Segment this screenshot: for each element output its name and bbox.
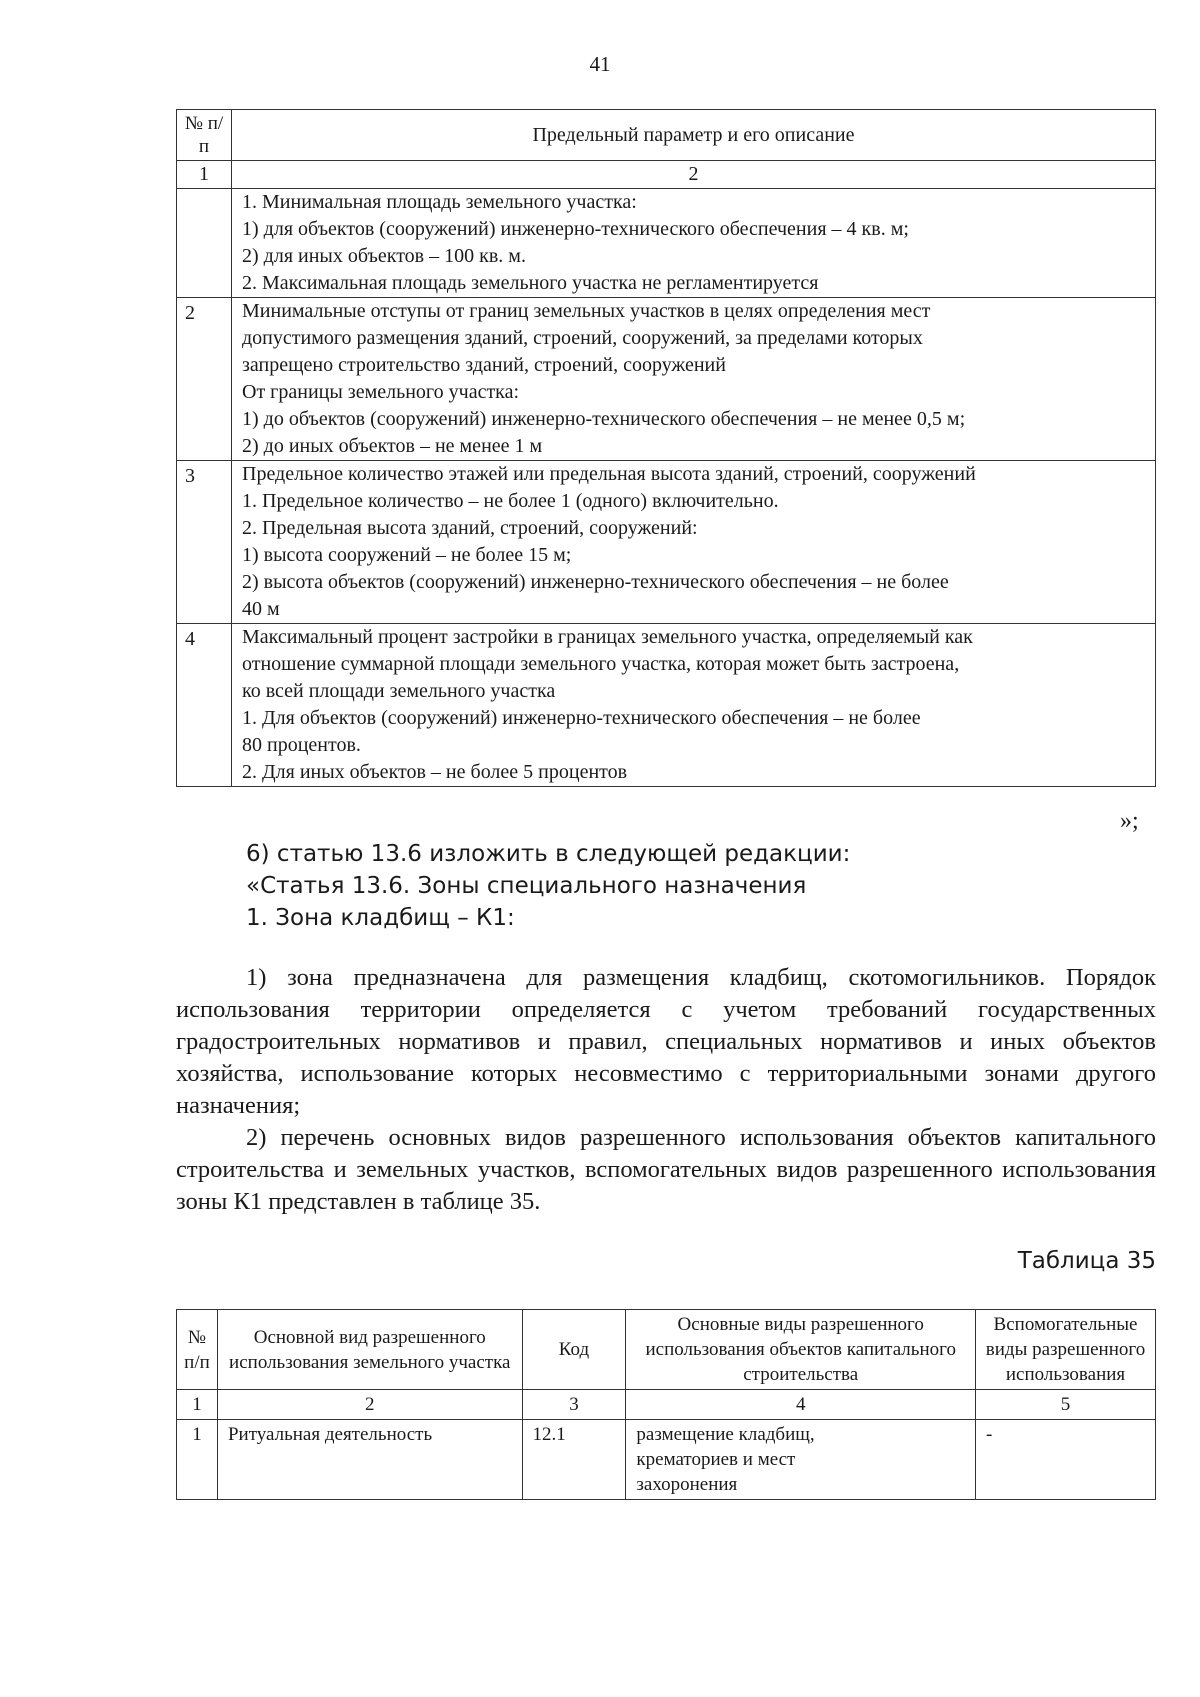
auxiliary-uses-cell: - [976,1420,1156,1500]
description-line: 1) до объектов (сооружений) инженерно-технического обеспечения – не менее 0,5 м; [242,408,966,430]
description-line: отношение суммарной площади земельного участка, которая может быть застроена, [242,653,960,675]
description-line: 2. Для иных объектов – не более 5 процентов [242,761,628,783]
body-text [176,962,1156,1218]
section-heading [246,838,850,934]
row-description [232,624,1156,787]
description-line: 80 процентов. [242,734,361,756]
header-auxiliary-uses: Вспомогательные виды разрешенного использования [976,1310,1156,1390]
description-line: ко всей площади земельного участка [242,680,556,702]
capital-uses-cell: размещение кладбищ, крематориев и мест захоронения [626,1420,976,1500]
row-number: 2 [177,298,232,461]
table-index-row [177,161,1156,189]
table-row [177,1420,1156,1500]
main-use-cell: Ритуальная деятельность [217,1420,522,1500]
description-line: допустимого размещения зданий, строений, сооружений, за пределами которых [242,327,923,349]
amendment-line: 6) статью 13.6 изложить в следующей редакции: [246,841,851,867]
table-caption: Таблица 35 [1017,1248,1156,1274]
header-num: № п/п [177,1310,218,1390]
row-description [232,461,1156,624]
limit-parameters-table [176,109,1156,787]
closing-quote: »; [1120,808,1139,834]
header-code: Код [522,1310,626,1390]
description-line: запрещено строительство зданий, строений, сооружений [242,354,726,376]
description-line: 1) для объектов (сооружений) инженерно-технического обеспечения – 4 кв. м; [242,218,909,240]
header-capital-uses: Основные виды разрешенного использования объектов капитального строительства [626,1310,976,1390]
index-cell: 1 [177,1390,218,1420]
table-row [177,461,1156,624]
table-row [177,189,1156,298]
article-title: «Статья 13.6. Зоны специального назначения [246,873,807,899]
description-line: 2) для иных объектов – 100 кв. м. [242,245,526,267]
paragraph: 1) зона предназначена для размещения кладбищ, скотомогильников. Порядок использования территории определяется с учетом требований государственных градостроительных нормативов и правил, специальных нормативов и иных объектов хозяйства, использование которых несовместимо с территориальными зонами другого назначения; [176,964,1156,1119]
description-line: 1. Предельное количество – не более 1 (одного) включительно. [242,490,779,512]
header-main-use: Основной вид разрешенного использования земельного участка [217,1310,522,1390]
table-header-row [177,110,1156,161]
index-cell: 2 [232,161,1156,189]
table-index-row [177,1390,1156,1420]
row-number: 4 [177,624,232,787]
header-description: Предельный параметр и его описание [232,110,1156,161]
row-number: 3 [177,461,232,624]
index-cell: 4 [626,1390,976,1420]
description-line: Предельное количество этажей или предельная высота зданий, строений, сооружений [242,463,976,485]
description-line: 2) высота объектов (сооружений) инженерно-технического обеспечения – не более [242,571,949,593]
description-line: 1) высота сооружений – не более 15 м; [242,544,572,566]
paragraph: 2) перечень основных видов разрешенного использования объектов капитального строительства и земельных участков, вспомогательных видов разрешенного использования зоны К1 представлен в таблице 35. [176,1124,1156,1215]
description-line: Минимальные отступы от границ земельных участков в целях определения мест [242,300,931,322]
page-number: 41 [589,52,611,76]
index-cell: 1 [177,161,232,189]
header-num: № п/п [177,110,232,161]
description-line: 1. Для объектов (сооружений) инженерно-технического обеспечения – не более [242,707,921,729]
table-row [177,298,1156,461]
table-header-row [177,1310,1156,1390]
table-row [177,624,1156,787]
zone-title: 1. Зона кладбищ – К1: [246,905,515,931]
description-line: От границы земельного участка: [242,381,520,403]
description-line: Максимальный процент застройки в границах земельного участка, определяемый как [242,626,973,648]
description-line: 40 м [242,598,280,620]
row-number [177,189,232,298]
permitted-uses-table [176,1309,1156,1500]
index-cell: 5 [976,1390,1156,1420]
description-line: 2. Предельная высота зданий, строений, сооружений: [242,517,698,539]
row-description [232,298,1156,461]
description-line: 2) до иных объектов – не менее 1 м [242,435,543,457]
description-line: 1. Минимальная площадь земельного участка: [242,191,637,213]
index-cell: 2 [217,1390,522,1420]
index-cell: 3 [522,1390,626,1420]
row-number: 1 [177,1420,218,1500]
row-description [232,189,1156,298]
code-cell: 12.1 [522,1420,626,1500]
description-line: 2. Максимальная площадь земельного участка не регламентируется [242,272,819,294]
